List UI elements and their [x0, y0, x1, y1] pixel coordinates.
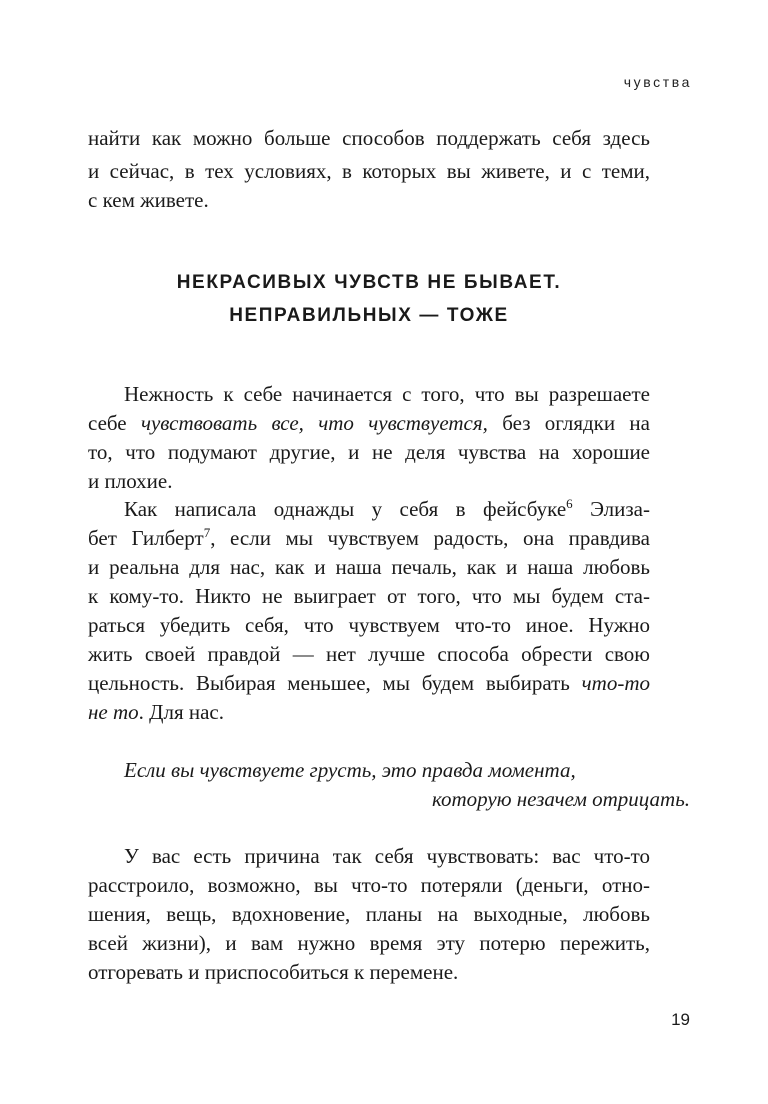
- p1-line-1: Нежность к себе начинается с того, что вы разрешаете: [124, 382, 650, 406]
- page-number: 19: [671, 1010, 690, 1029]
- p1-line-2: себе чувствовать все, что чувствуется, без оглядки на: [88, 411, 650, 435]
- footnote-ref-6[interactable]: 6: [566, 496, 573, 511]
- p1-line-3: то, что подумают другие, и не деля чувства на хорошие: [88, 440, 650, 464]
- p1-emphasis: чувствовать все, что чувствуется,: [140, 411, 488, 435]
- p3-line-3: шения, вещь, вдохновение, планы на выходные, любовь: [88, 902, 650, 926]
- p3-line-4: всей жизни), и вам нужно время эту потерю пережить,: [88, 931, 650, 955]
- footnote-ref-7[interactable]: 7: [203, 525, 211, 540]
- running-head: чувства: [623, 74, 692, 90]
- p2-line-8: не то. Для нас.: [88, 700, 224, 724]
- p3-line-2: расстроило, возможно, вы что-то потеряли (деньги, отно-: [88, 873, 650, 897]
- p2-line-2: бет Гилберт$^7$, если мы чувствуем радость, она правдива: [88, 525, 650, 550]
- intro-line-2: и сейчас, в тех условиях, в которых вы живете, и с теми,: [88, 159, 650, 183]
- p2-line-7: цельность. Выбирая меньшее, мы будем выбирать что-то: [88, 671, 650, 695]
- section-heading-line-1: НЕКРАСИВЫХ ЧУВСТВ НЕ БЫВАЕТ.: [176, 272, 562, 293]
- intro-line-3: с кем живете.: [88, 188, 209, 212]
- p2-line-3: и реальна для нас, как и наша печаль, как и наша любовь: [88, 555, 650, 579]
- p1-line-4: и плохие.: [88, 469, 173, 493]
- section-heading-line-2: НЕПРАВИЛЬНЫХ — ТОЖЕ: [229, 305, 509, 326]
- p3-line-5: отгоревать и приспособиться к перемене.: [88, 960, 459, 984]
- p2-line-4: к кому-то. Никто не выиграет от того, что мы будем ста-: [88, 584, 650, 608]
- pull-quote-line-2: которую незачем отрицать.: [431, 787, 690, 811]
- p2-line-5: раться убедить себя, что чувствуем что-то иное. Нужно: [88, 613, 650, 637]
- intro-line-1: найти как можно больше способов поддержать себя здесь: [88, 126, 650, 150]
- p2-line-1: Как написала однажды у себя в фейсбуке$^6$ Элиза-: [124, 496, 650, 521]
- p3-line-1: У вас есть причина так себя чувствовать: вас что-то: [124, 844, 650, 868]
- pull-quote-line-1: Если вы чувствуете грусть, это правда момента,: [124, 758, 576, 782]
- p2-line-6: жить своей правдой — нет лучше способа обрести свою: [88, 642, 650, 666]
